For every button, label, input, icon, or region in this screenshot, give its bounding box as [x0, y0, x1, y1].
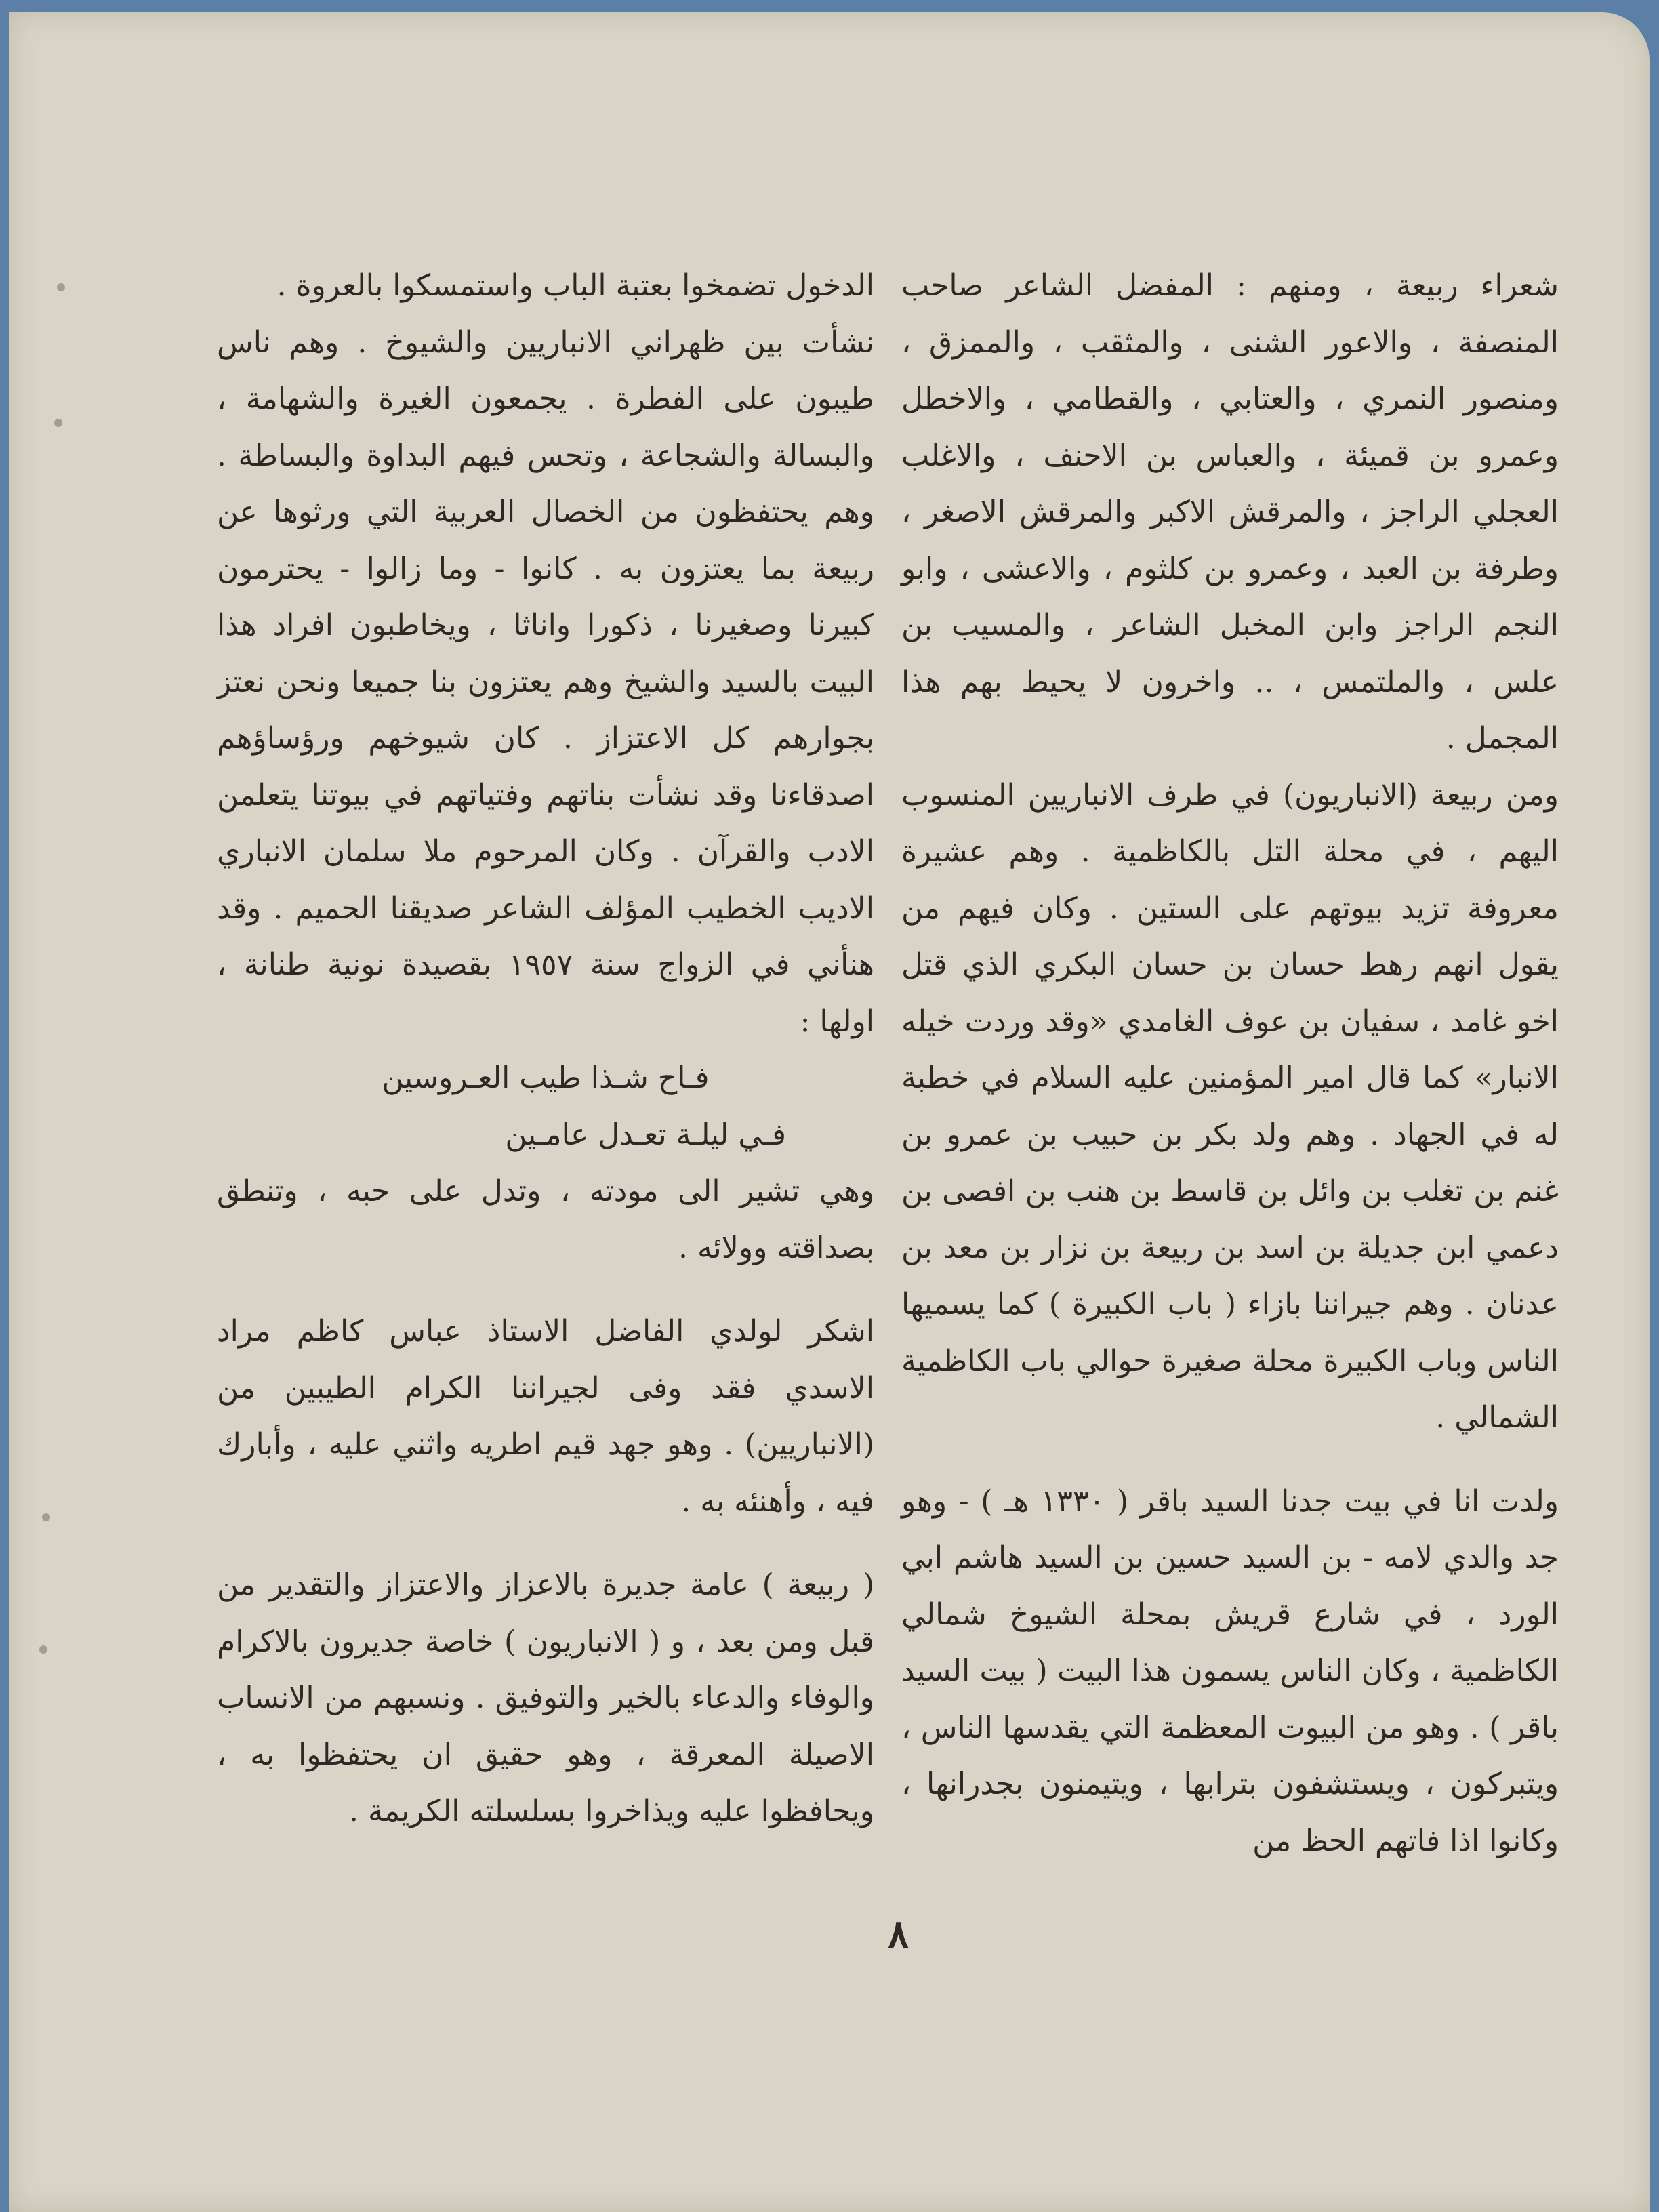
paragraph: شعراء ربيعة ، ومنهم : المفضل الشاعر صاحب المنصفة ، والاعور الشنى ، والمثقب ، والممزق ، ومنصور النمري ، والعتابي ، والقطامي ، والاخطل وعمرو بن قميئة ، والعباس بن الاحنف ، والاغلب العجلي الراجز ، والمرقش الاكبر والمرقش الاصغر ، وطرفة بن العبد ، وعمرو بن كلثوم ، والاعشى ، وابو النجم الراجز وابن المخبل الشاعر ، والمسيب بن علس ، والملتمس ، .. واخرون لا يحيط بهم هذا المجمل .: [901, 268, 1559, 756]
poem-verse: فـي ليلـة تعـدل عامـين: [505, 1117, 786, 1152]
paragraph: وهي تشير الى مودته ، وتدل على حبه ، وتنطق بصداقته وولائه .: [217, 1174, 874, 1265]
binding-hole: [54, 419, 62, 427]
paragraph: اشكر لولدي الفاضل الاستاذ عباس كاظم مراد الاسدي فقد وفى لجيراننا الكرام الطيبين من (الانباريين) . وهو جهد قيم اطريه واثني عليه ، وأبارك فيه ، وأهنئه به .: [217, 1314, 874, 1519]
right-column: [901, 258, 1559, 1869]
binding-hole: [39, 1645, 47, 1654]
poem-verse: فـاح شـذا طيب العـروسين: [382, 1061, 710, 1095]
left-column: [217, 258, 874, 1840]
paragraph: ولدت انا في بيت جدنا السيد باقر ( ١٣٣٠ هـ ) - وهو جد والدي لامه - بن السيد حسين بن السيد هاشم ابي الورد ، في شارع قريش بمحلة الشيوخ شمالي الكاظمية ، وكان الناس يسمون هذا البيت ( بيت السيد باقر ) . وهو من البيوت المعظمة التي يقدسها الناس ، ويتبركون ، ويستشفون بترابها ، ويتيمنون بجدرانها ، وكانوا اذا فاتهم الحظ من: [901, 1483, 1559, 1858]
binding-hole: [57, 283, 65, 291]
paragraph: ( ربيعة ) عامة جديرة بالاعزاز والاعتزاز والتقدير من قبل ومن بعد ، و ( الانباريون ) خاصة جديرون بالاكرام والوفاء والدعاء بالخير والتوفيق . ونسبهم من الانساب الاصيلة المعرقة ، وهو حقيق ان يحتفظوا به ، ويحافظوا عليه ويذاخروا بسلسلته الكريمة .: [217, 1568, 874, 1828]
page-number: ٨: [888, 1911, 909, 1957]
paragraph: ومن ربيعة (الانباريون) في طرف الانباريين المنسوب اليهم ، في محلة التل بالكاظمية . وهم عشيرة معروفة تزيد بيوتهم على الستين . وكان فيهم من يقول انهم رهط حسان بن حسان البكري الذي قتل اخو غامد ، سفيان بن عوف الغامدي «وقد وردت خيله الانبار» كما قال امير المؤمنين عليه السلام في خطبة له في الجهاد . وهم ولد بكر بن حبيب بن عمرو بن غنم بن تغلب بن وائل بن قاسط بن هنب بن افصى بن دعمي ابن جديلة بن اسد بن ربيعة بن نزار بن معد بن عدنان . وهم جيراننا بازاء ( باب الكبيرة ) كما يسميها الناس وباب الكبيرة محلة صغيرة حوالي باب الكاظمية الشمالي .: [901, 777, 1559, 1435]
binding-hole: [42, 1513, 50, 1521]
paragraph: نشأت بين ظهراني الانباريين والشيوخ . وهم ناس طيبون على الفطرة . يجمعون الغيرة والشهامة ، والبسالة والشجاعة ، وتحس فيهم البداوة والبساطة . وهم يحتفظون من الخصال العربية التي ورثوها عن ربيعة بما يعتزون به . كانوا - وما زالوا - يحترمون كبيرنا وصغيرنا ، ذكورا واناثا ، ويخاطبون افراد هذا البيت بالسيد والشيخ وهم يعتزون بنا جميعا ونحن نعتز بجوارهم كل الاعتزاز . كان شيوخهم ورؤساؤهم اصدقاءنا وقد نشأت بناتهم وفتياتهم في بيوتنا يتعلمن الادب والقرآن . وكان المرحوم ملا سلمان الانباري الاديب الخطيب المؤلف الشاعر صديقنا الحميم . وقد هنأني في الزواج سنة ١٩٥٧ بقصيدة نونية طنانة ، اولها :: [217, 325, 874, 1039]
paragraph: الدخول تضمخوا بعتبة الباب واستمسكوا بالعروة .: [276, 268, 874, 303]
